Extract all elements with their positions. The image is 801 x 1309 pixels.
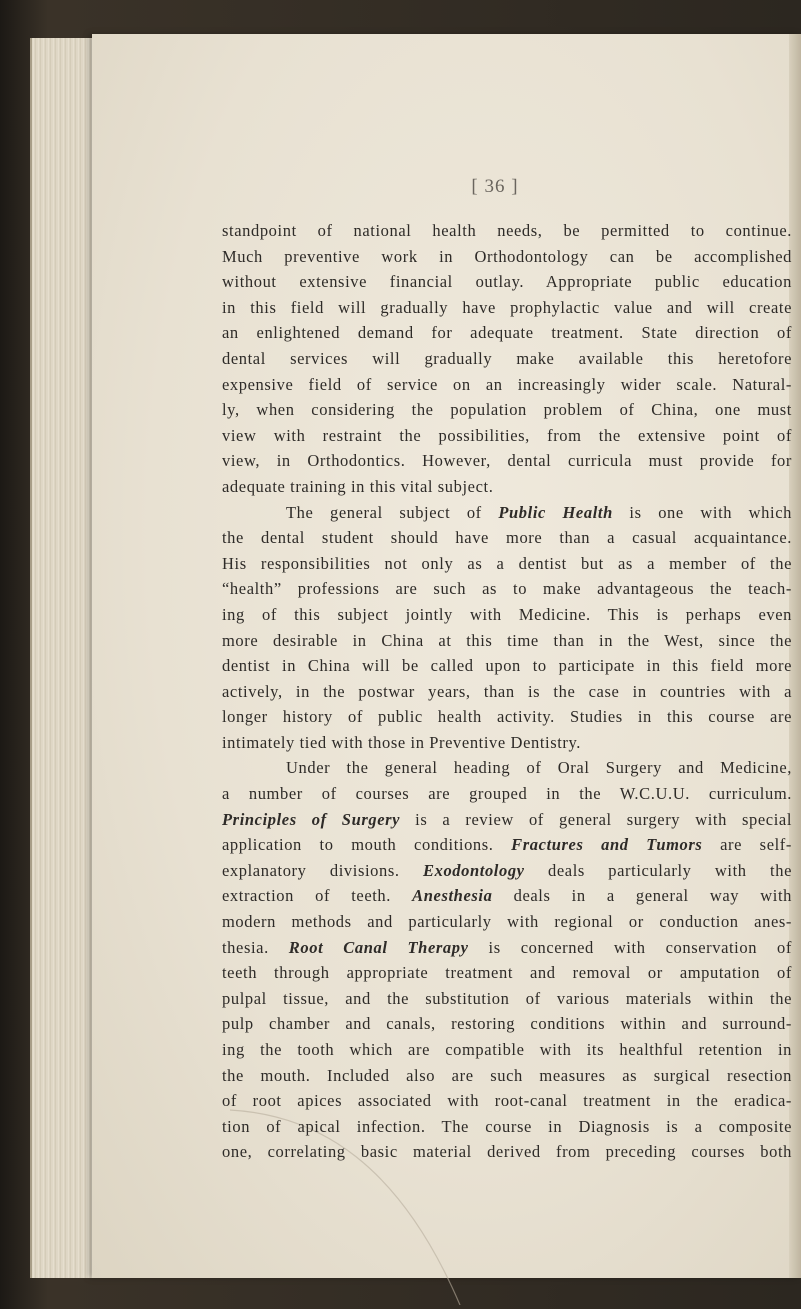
text-line xyxy=(222,807,792,833)
text-line xyxy=(222,679,792,705)
text-run: dentist in China will be called upon to participate in this field more xyxy=(222,656,792,676)
text-run: standpoint of national health needs, be permitted to continue. xyxy=(222,221,792,240)
text-line xyxy=(222,551,792,577)
text-line xyxy=(222,704,792,730)
text-line xyxy=(222,986,792,1012)
italic-term: Root Canal Therapy xyxy=(288,937,469,957)
text-line xyxy=(222,883,792,909)
text-run: deals in a general way with xyxy=(492,886,792,906)
text-run: without extensive financial outlay. Appropriate public education xyxy=(222,272,792,292)
text-run: Much preventive work in Orthodontology can be accomplished xyxy=(222,246,792,266)
text-run: modern methods and particularly with regional or conduction anes- xyxy=(222,912,792,932)
italic-term: Principles of Surgery xyxy=(222,809,401,829)
text-run: of root apices associated with root-canal treatment in the eradica- xyxy=(222,1091,792,1111)
text-line xyxy=(222,346,792,372)
text-line xyxy=(222,525,792,551)
text-line xyxy=(222,474,792,500)
text-run: in this field will gradually have prophylactic value and will create xyxy=(222,297,792,317)
text-run: adequate training in this vital subject. xyxy=(222,476,494,496)
text-run: more desirable in China at this time than in the West, since the xyxy=(222,630,792,650)
text-run: actively, in the postwar years, than is the case in countries with a xyxy=(222,681,792,701)
text-line xyxy=(222,1037,792,1063)
body-text xyxy=(222,218,792,1165)
text-run: The general subject of xyxy=(286,502,499,522)
text-run: application to mouth conditions. xyxy=(222,835,512,855)
text-line xyxy=(222,218,792,244)
text-run: the dental student should have more than a casual acquaintance. xyxy=(222,528,792,548)
text-run: deals particularly with the xyxy=(524,860,792,880)
text-line xyxy=(222,909,792,935)
text-run: thesia. xyxy=(222,937,289,957)
text-line xyxy=(222,628,792,654)
text-run: pulp chamber and canals, restoring conditions within and surround- xyxy=(222,1014,792,1034)
text-run: teeth through appropriate treatment and removal or amputation of xyxy=(222,963,792,983)
text-line xyxy=(222,653,792,679)
text-run: ly, when considering the population problem of China, one must xyxy=(222,400,792,420)
text-run: dental services will gradually make available this heretofore xyxy=(222,348,792,368)
text-line xyxy=(222,1011,792,1037)
text-line xyxy=(222,602,792,628)
text-run: pulpal tissue, and the substitution of various materials within the xyxy=(222,988,792,1008)
text-line xyxy=(222,320,792,346)
text-run: view with restraint the possibilities, from the extensive point of xyxy=(222,425,792,445)
text-line xyxy=(222,269,792,295)
text-run: extraction of teeth. xyxy=(222,886,413,906)
text-run: Under the general heading of Oral Surgery and Medicine, xyxy=(286,758,792,778)
text-run: an enlightened demand for adequate treatment. State direction of xyxy=(222,323,792,343)
text-line xyxy=(222,781,792,807)
text-line xyxy=(222,295,792,321)
text-line xyxy=(222,1088,792,1114)
text-run: one, correlating basic material derived from preceding courses both xyxy=(222,1142,792,1162)
text-line xyxy=(222,372,792,398)
text-line xyxy=(222,832,792,858)
text-run: are self- xyxy=(702,835,792,855)
text-line xyxy=(222,755,792,781)
text-line xyxy=(222,935,792,961)
italic-term: Public Health xyxy=(498,502,613,522)
text-line xyxy=(222,244,792,270)
text-run: is one with which xyxy=(612,502,792,522)
text-run: “health” professions are such as to make advantageous the teach- xyxy=(222,579,792,599)
text-run: explanatory divisions. xyxy=(222,860,423,880)
text-run: is concerned with conservation of xyxy=(468,937,792,957)
text-run: is a review of general surgery with special xyxy=(400,809,793,829)
text-line xyxy=(222,858,792,884)
text-line xyxy=(222,960,792,986)
italic-term: Fractures and Tumors xyxy=(511,835,703,855)
text-run: longer history of public health activity. Studies in this course are xyxy=(222,707,792,727)
text-run: tion of apical infection. The course in Diagnosis is a composite xyxy=(222,1116,792,1136)
text-line xyxy=(222,397,792,423)
text-line xyxy=(222,448,792,474)
text-line xyxy=(222,423,792,449)
text-run: a number of courses are grouped in the W.C.U.U. curriculum. xyxy=(222,784,792,804)
text-line xyxy=(222,1114,792,1140)
page-number: [ 36 ] xyxy=(471,176,519,197)
text-run: view, in Orthodontics. However, dental curricula must provide for xyxy=(222,451,792,471)
text-line xyxy=(222,1139,792,1165)
text-line xyxy=(222,576,792,602)
text-run: ing the tooth which are compatible with its healthful retention in xyxy=(222,1040,792,1059)
text-run: the mouth. Included also are such measures as surgical resection xyxy=(222,1065,792,1085)
italic-term: Exodontology xyxy=(422,860,525,880)
text-run: expensive field of service on an increasingly wider scale. Natural- xyxy=(222,374,792,394)
text-run: ing of this subject jointly with Medicine. This is perhaps even xyxy=(222,604,792,624)
italic-term: Anesthesia xyxy=(412,886,493,906)
text-line xyxy=(222,500,792,526)
text-run: intimately tied with those in Preventive Dentistry. xyxy=(222,732,582,752)
text-run: His responsibilities not only as a dentist but as a member of the xyxy=(222,553,792,573)
text-line xyxy=(222,730,792,756)
text-line xyxy=(222,1063,792,1089)
